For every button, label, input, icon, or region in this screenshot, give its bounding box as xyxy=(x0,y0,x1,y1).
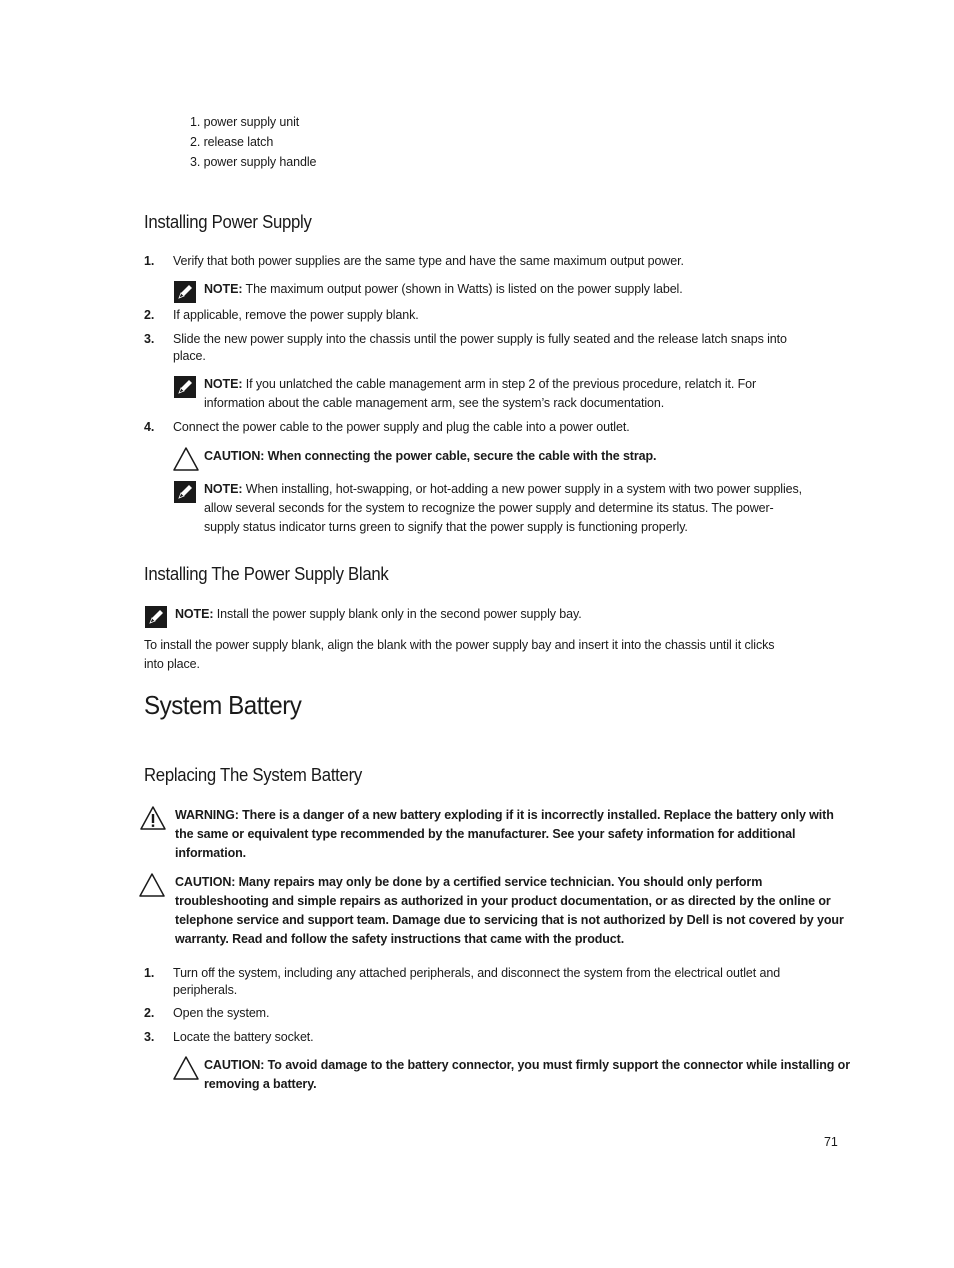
caution-text xyxy=(204,1056,850,1094)
step-number: 3. xyxy=(144,332,155,346)
step-number: 3. xyxy=(144,1030,155,1044)
section-heading-replacing-battery: Replacing The System Battery xyxy=(144,765,362,785)
pencil-note-icon xyxy=(173,480,197,504)
legend-item: 2. release latch xyxy=(190,135,274,149)
note-body: The maximum output power (shown in Watts) is listed on the power supply label. xyxy=(242,282,683,296)
step-text: Locate the battery socket. xyxy=(173,1030,314,1044)
step-number: 4. xyxy=(144,420,155,434)
step-line: Turn off the system, including any attached peripherals, and disconnect the system from the electrical outlet and xyxy=(173,966,781,980)
section-heading-installing-blank: Installing The Power Supply Blank xyxy=(144,564,389,584)
caution-line: troubleshooting and simple repairs as authorized in your product documentation, or as directed by the online or xyxy=(175,894,831,908)
step-number: 2. xyxy=(144,1006,155,1020)
chapter-title-system-battery: System Battery xyxy=(144,690,302,720)
note-text xyxy=(204,480,802,537)
step-text: Verify that both power supplies are the same type and have the same maximum output power. xyxy=(173,254,684,268)
pencil-note-icon xyxy=(173,375,197,399)
section-heading-installing-power-supply: Installing Power Supply xyxy=(144,212,312,232)
warning-text xyxy=(175,806,834,863)
note-label: NOTE: xyxy=(204,377,243,391)
step-line: place. xyxy=(173,349,206,363)
pencil-note-icon xyxy=(173,280,197,304)
note-text xyxy=(204,280,683,299)
note-body: information about the cable management arm, see the system’s rack documentation. xyxy=(204,396,665,410)
step-text xyxy=(173,330,787,366)
pencil-note-icon xyxy=(144,605,168,629)
step-text xyxy=(173,964,780,1000)
warning-triangle-icon xyxy=(139,805,167,831)
step-number: 1. xyxy=(144,966,155,980)
note-label: NOTE: xyxy=(175,607,214,621)
figure-legend xyxy=(190,113,316,172)
caution-line: warranty. Read and follow the safety instructions that came with the product. xyxy=(175,932,625,946)
note-text xyxy=(175,605,582,624)
step-number: 2. xyxy=(144,308,155,322)
note-body: If you unlatched the cable management arm in step 2 of the previous procedure, relatch it. For xyxy=(242,377,757,391)
note-text xyxy=(204,375,756,413)
page-number: 71 xyxy=(824,1135,838,1149)
legend-item: 3. power supply handle xyxy=(190,155,317,169)
step-number: 1. xyxy=(144,254,155,268)
caution-line: removing a battery. xyxy=(204,1077,317,1091)
note-label: NOTE: xyxy=(204,282,243,296)
warning-line: WARNING: There is a danger of a new battery exploding if it is incorrectly installed. Replace the battery only with xyxy=(175,808,834,822)
step-text: Open the system. xyxy=(173,1006,270,1020)
caution-text: CAUTION: When connecting the power cable, secure the cable with the strap. xyxy=(204,449,657,463)
note-body: Install the power supply blank only in the second power supply bay. xyxy=(213,607,582,621)
caution-triangle-icon xyxy=(172,1055,200,1081)
caution-line: CAUTION: To avoid damage to the battery connector, you must firmly support the connector while installing or xyxy=(204,1058,850,1072)
caution-line: CAUTION: Many repairs may only be done by a certified service technician. You should only perform xyxy=(175,875,763,889)
paragraph-line: To install the power supply blank, align the blank with the power supply bay and insert it into the chassis until it clicks xyxy=(144,638,775,652)
note-label: NOTE: xyxy=(204,482,243,496)
warning-line: the same or equivalent type recommended by the manufacturer. See your safety information for additional xyxy=(175,827,796,841)
note-body: supply status indicator turns green to signify that the power supply is functioning properly. xyxy=(204,520,688,534)
step-text: Connect the power cable to the power supply and plug the cable into a power outlet. xyxy=(173,420,630,434)
note-body: allow several seconds for the system to recognize the power supply and determine its status. The power- xyxy=(204,501,774,515)
step-line: Slide the new power supply into the chassis until the power supply is fully seated and the release latch snaps into xyxy=(173,332,787,346)
step-text: If applicable, remove the power supply blank. xyxy=(173,308,419,322)
paragraph-line: into place. xyxy=(144,657,200,671)
caution-text xyxy=(175,873,844,949)
caution-line: telephone service and support team. Damage due to servicing that is not authorized by Dell is not covered by your xyxy=(175,913,844,927)
paragraph xyxy=(144,636,774,674)
caution-triangle-icon xyxy=(172,446,200,472)
caution-triangle-icon xyxy=(138,872,166,898)
note-body: When installing, hot-swapping, or hot-adding a new power supply in a system with two power supplies, xyxy=(242,482,803,496)
legend-item: 1. power supply unit xyxy=(190,115,300,129)
step-line: peripherals. xyxy=(173,983,238,997)
warning-line: information. xyxy=(175,846,247,860)
